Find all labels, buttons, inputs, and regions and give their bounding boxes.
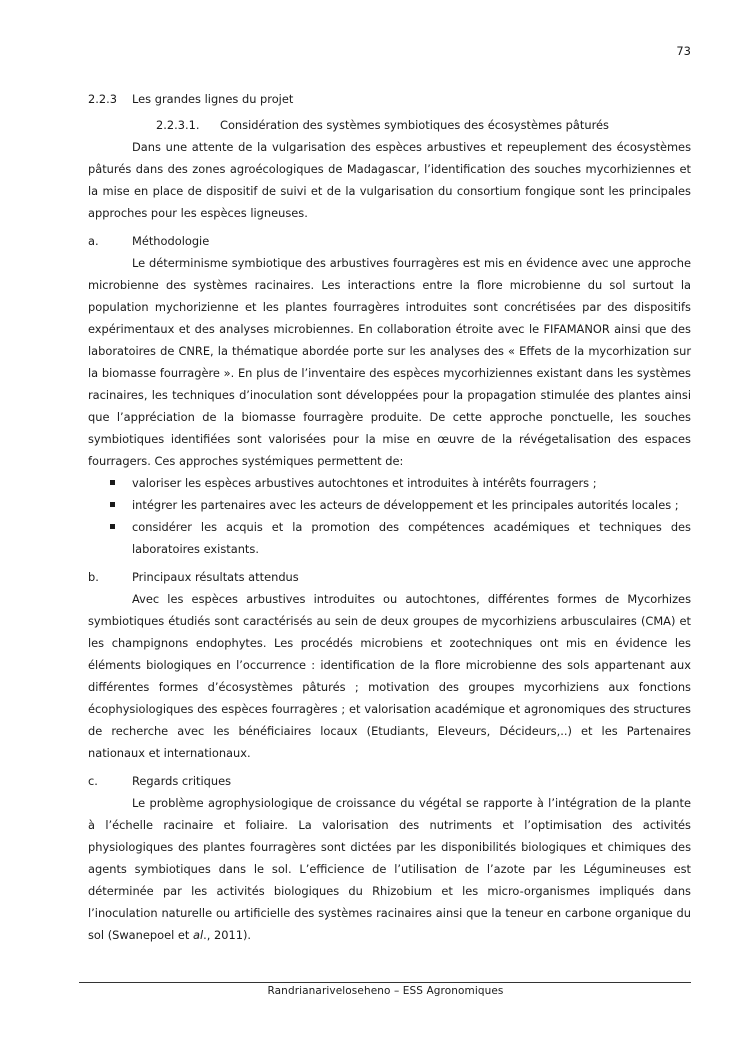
- section-c-paragraph: [88, 792, 691, 946]
- section-heading-number: 2.2.3: [88, 92, 117, 106]
- list-item: [88, 472, 691, 494]
- section-b-heading: [88, 566, 691, 588]
- page-footer: [0, 985, 745, 997]
- section-heading-title: Les grandes lignes du projet: [132, 92, 294, 106]
- section-b-title: Principaux résultats attendus: [132, 570, 299, 584]
- list-item: [88, 494, 691, 516]
- list-item-text: valoriser les espèces arbustives autochtones et introduites à intérêts fourragers ;: [132, 476, 597, 490]
- section-heading: [88, 88, 691, 110]
- list-item-text: considérer les acquis et la promotion des compétences académiques et techniques des laboratoires existants.: [132, 520, 691, 556]
- section-b-letter: b.: [88, 570, 99, 584]
- section-c-heading: [88, 770, 691, 792]
- subsection-heading-number: 2.2.3.1.: [156, 118, 200, 132]
- subsection-heading-title: Considération des systèmes symbiotiques des écosystèmes pâturés: [220, 118, 609, 132]
- list-item: [88, 516, 691, 560]
- section-a-paragraph: Le déterminisme symbiotique des arbustives fourragères est mis en évidence avec une approche microbienne des systèmes racinaires. Les interactions entre la flore microbienne du sol surtout la population mychorizienne et les plantes fourragères introduites sont concrétisées par des dispositifs expérimentaux et des analyses microbiennes. En collaboration étroite avec le FIFAMANOR ainsi que des laboratoires de CNRE, la thématique abordée porte sur les analyses des « Effets de la mycorhization sur la biomasse fourragère ». En plus de l’inventaire des espèces mycorhiziennes existant dans les systèmes racinaires, les techniques d’inoculation sont développées pour la propagation stimulée des plantes ainsi que l’appréciation de la biomasse fourragère produite. De cette approche ponctuelle, les souches symbiotiques identifiées sont valorisées pour la mise en œuvre de la révégetalisation des espaces fourragers. Ces approches systémiques permettent de:: [88, 256, 691, 468]
- square-bullet-icon: [110, 480, 115, 485]
- section-c-paragraph-main: Le problème agrophysiologique de croissance du végétal se rapporte à l’intégration de la plante à l’échelle racinaire et foliaire. La valorisation des nutriments et l’optimisation des activités physiologiques des plantes fourragères sont dictées par les disponibilités biologiques et chimiques des agents symbiotiques dans le sol. L’efficience de l’utilisation de l’azote par les Légumineuses est déterminée par les activités biologiques du Rhizobium et les micro-organismes impliqués dans l’inoculation naturelle ou artificielle des systèmes racinaires ainsi que la teneur en carbone organique du sol (Swanepoel et: [88, 796, 691, 942]
- citation-italic: al: [192, 928, 204, 942]
- section-c-letter: c.: [88, 774, 98, 788]
- section-a-bullet-list: [88, 472, 691, 560]
- section-a-letter: a.: [88, 234, 99, 248]
- square-bullet-icon: [110, 502, 115, 507]
- subsection-heading: [88, 114, 691, 136]
- footer-divider: [79, 982, 691, 983]
- section-c-title: Regards critiques: [132, 774, 232, 788]
- section-a-title: Méthodologie: [132, 234, 210, 248]
- section-a-heading: [88, 230, 691, 252]
- square-bullet-icon: [110, 524, 115, 529]
- list-item-text: intégrer les partenaires avec les acteurs de développement et les principales autorités locales ;: [132, 498, 679, 512]
- document-body: [88, 88, 691, 946]
- footer-text: Randrianariveloseheno – ESS Agronomiques: [267, 985, 504, 997]
- page-number: 73: [676, 44, 691, 58]
- citation-tail: ., 2011).: [203, 928, 252, 942]
- intro-paragraph: Dans une attente de la vulgarisation des espèces arbustives et repeuplement des écosystèmes pâturés dans des zones agroécologiques de Madagascar, l’identification des souches mycorhiziennes et la mise en place de dispositif de suivi et de la vulgarisation du consortium fongique sont les principales approches pour les espèces ligneuses.: [88, 140, 691, 220]
- section-b-paragraph: Avec les espèces arbustives introduites ou autochtones, différentes formes de Mycorhizes symbiotiques étudiés sont caractérisés au sein de deux groupes de mycorhiziens arbusculaires (CMA) et les champignons endophytes. Les procédés microbiens et zootechniques ont mis en évidence les éléments biologiques en l’occurrence : identification de la flore microbienne des sols appartenant aux différentes formes d’écosystèmes pâturés ; motivation des groupes mycorhiziens aux fonctions écophysiologiques des espèces fourragères ; et valorisation académique et agronomiques des structures de recherche avec les bénéficiaires locaux (Etudiants, Eleveurs, Décideurs,..) et les Partenaires nationaux et internationaux.: [88, 592, 691, 760]
